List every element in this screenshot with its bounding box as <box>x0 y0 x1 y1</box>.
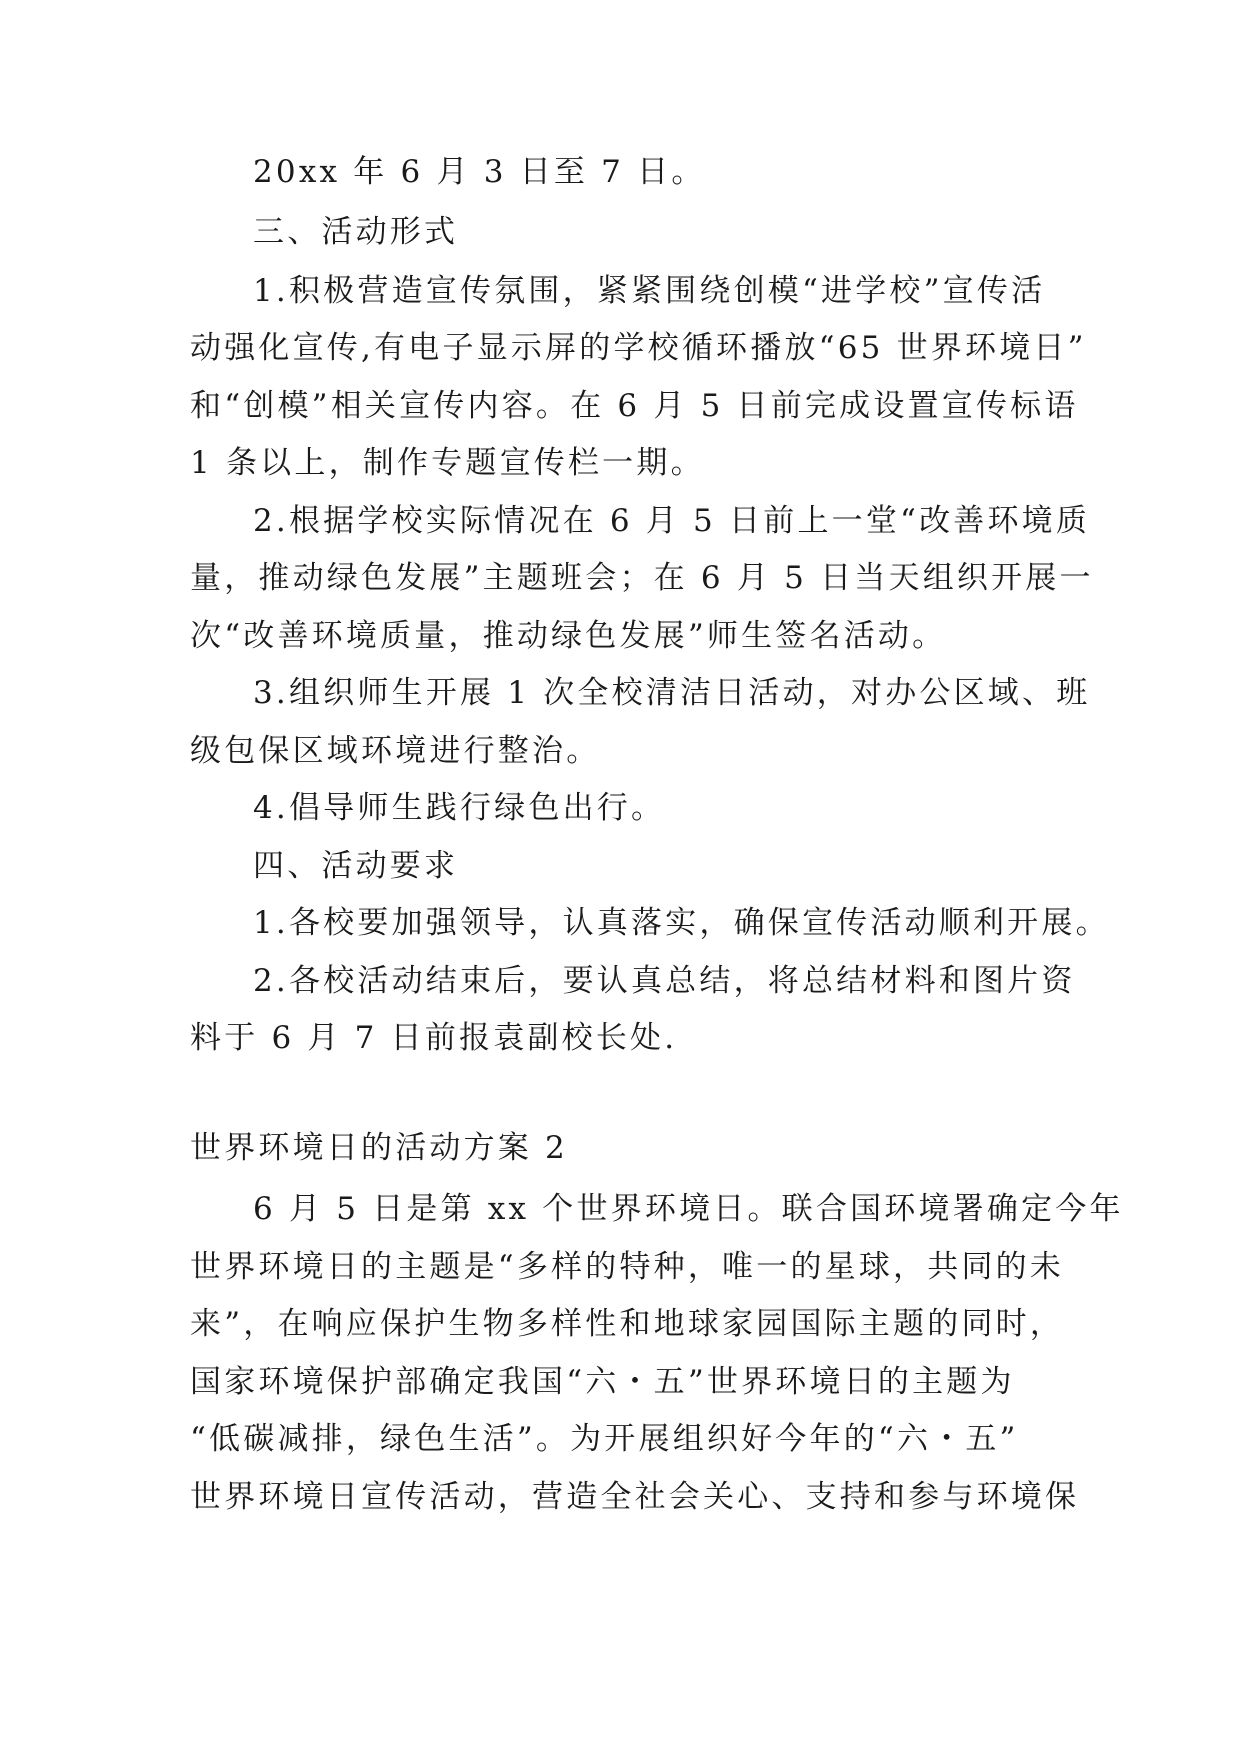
paragraph-line: 来”，在响应保护生物多样性和地球家园国际主题的同时， <box>190 1306 1065 1342</box>
paragraph-line: 国家环境保护部确定我国“六・五”世界环境日的主题为 <box>190 1364 1015 1400</box>
document-title: 世界环境日的活动方案 2 <box>190 1130 568 1166</box>
paragraph-line: 动强化宣传,有电子显示屏的学校循环播放“65 世界环境日” <box>190 330 1087 366</box>
paragraph-line: 世界环境日宣传活动，营造全社会关心、支持和参与环境保 <box>190 1479 1080 1515</box>
paragraph-line: “低碳减排，绿色生活”。为开展组织好今年的“六・五” <box>190 1421 1019 1457</box>
paragraph-line: 料于 6 月 7 日前报袁副校长处. <box>190 1020 678 1056</box>
paragraph-line: 2.各校活动结束后，要认真总结，将总结材料和图片资 <box>253 963 1076 999</box>
paragraph-line: 世界环境日的主题是“多样的特种，唯一的星球，共同的未 <box>190 1249 1065 1285</box>
paragraph-line: 和“创模”相关宣传内容。在 6 月 5 日前完成设置宣传标语 <box>190 388 1079 424</box>
paragraph-line: 次“改善环境质量，推动绿色发展”师生签名活动。 <box>190 618 947 654</box>
paragraph-line: 20xx 年 6 月 3 日至 7 日。 <box>253 154 706 190</box>
paragraph-line: 6 月 5 日是第 xx 个世界环境日。联合国环境署确定今年 <box>253 1191 1124 1227</box>
section-heading: 四、活动要求 <box>253 848 459 884</box>
paragraph-line: 级包保区域环境进行整治。 <box>190 733 601 769</box>
paragraph-line: 3.组织师生开展 1 次全校清洁日活动，对办公区域、班 <box>253 675 1091 711</box>
paragraph-line: 1 条以上，制作专题宣传栏一期。 <box>190 445 705 481</box>
paragraph-line: 4.倡导师生践行绿色出行。 <box>253 790 666 826</box>
paragraph-line: 2.根据学校实际情况在 6 月 5 日前上一堂“改善环境质 <box>253 503 1091 539</box>
paragraph-line: 量，推动绿色发展”主题班会；在 6 月 5 日当天组织开展一 <box>190 560 1094 596</box>
section-heading: 三、活动形式 <box>253 214 459 250</box>
paragraph-line: 1.积极营造宣传氛围，紧紧围绕创模“进学校”宣传活 <box>253 273 1046 309</box>
paragraph-line: 1.各校要加强领导，认真落实，确保宣传活动顺利开展。 <box>253 905 1110 941</box>
